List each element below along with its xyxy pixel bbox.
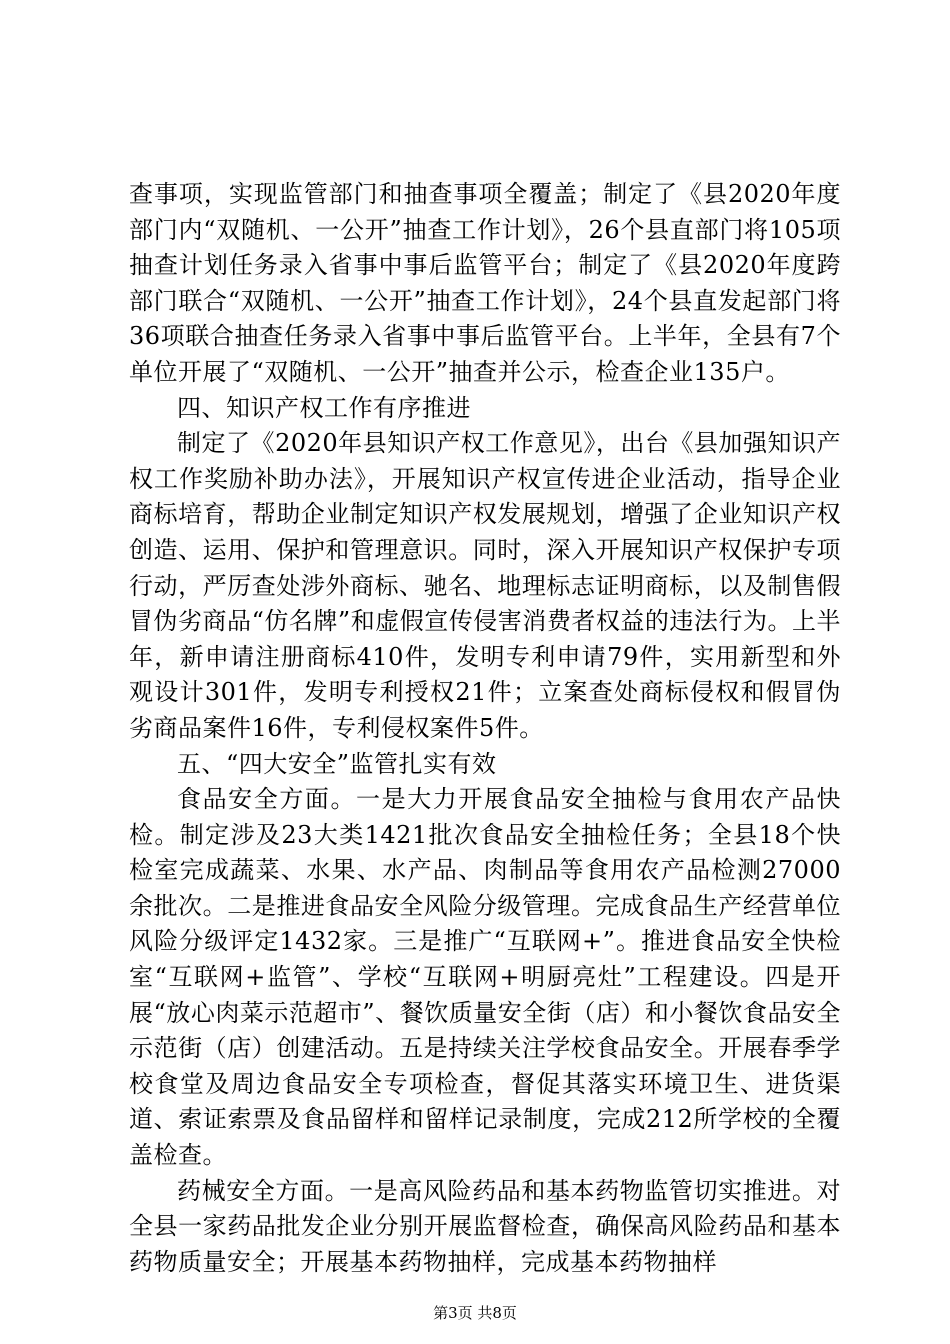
paragraph-food-safety: 食品安全方面。一是大力开展食品安全抽检与食用农产品快检。制定涉及23大类1421批次食品安全抽检任务；全县18个快检室完成蔬菜、水果、水产品、肉制品等食用农产品检测27000余批次。二是推进食品安全风险分级管理。完成食品生产经营单位风险分级评定1432家。三是推广“互联网+”。推进食品安全快检室“互联网+监管”、学校“互联网+明厨亮灶”工程建设。四是开展“放心肉菜示范超市”、餐饮质量安全街（店）和小餐饮食品安全示范街（店）创建活动。五是持续关注学校食品安全。开展春季学校食堂及周边食品安全专项检查，督促其落实环境卫生、进货渠道、索证索票及食品留样和留样记录制度，完成212所学校的全覆盖检查。 [129, 785, 841, 1170]
document-body [129, 177, 841, 1280]
page-footer: 第3页 共8页 [433, 1304, 517, 1322]
section-heading-four-safety: 五、“四大安全”监管扎实有效 [177, 749, 497, 778]
paragraph-continuation: 查事项，实现监管部门和抽查事项全覆盖；制定了《县2020年度部门内“双随机、一公开”抽查工作计划》，26个县直部门将105项抽查计划任务录入省事中事后监管平台；制定了《县2020年度跨部门联合“双随机、一公开”抽查工作计划》，24个县直发起部门将36项联合抽查任务录入省事中事后监管平台。上半年，全县有7个单位开展了“双随机、一公开”抽查并公示，检查企业135户。 [129, 180, 841, 386]
paragraph-intellectual-property: 制定了《2020年县知识产权工作意见》，出台《县加强知识产权工作奖励补助办法》，开展知识产权宣传进企业活动，指导企业商标培育，帮助企业制定知识产权发展规划，增强了企业知识产权创造、运用、保护和管理意识。同时，深入开展知识产权保护专项行动，严厉查处涉外商标、驰名、地理标志证明商标，以及制售假冒伪劣商品“仿名牌”和虚假宣传侵害消费者权益的违法行为。上半年，新申请注册商标410件，发明专利申请79件，实用新型和外观设计301件，发明专利授权21件；立案查处商标侵权和假冒伪劣商品案件16件，专利侵权案件5件。 [129, 429, 841, 742]
paragraph-drug-safety: 药械安全方面。一是高风险药品和基本药物监管切实推进。对全县一家药品批发企业分别开展监督检查，确保高风险药品和基本药物质量安全；开展基本药物抽样，完成基本药物抽样 [129, 1176, 841, 1276]
section-heading-intellectual-property: 四、知识产权工作有序推进 [177, 393, 471, 422]
